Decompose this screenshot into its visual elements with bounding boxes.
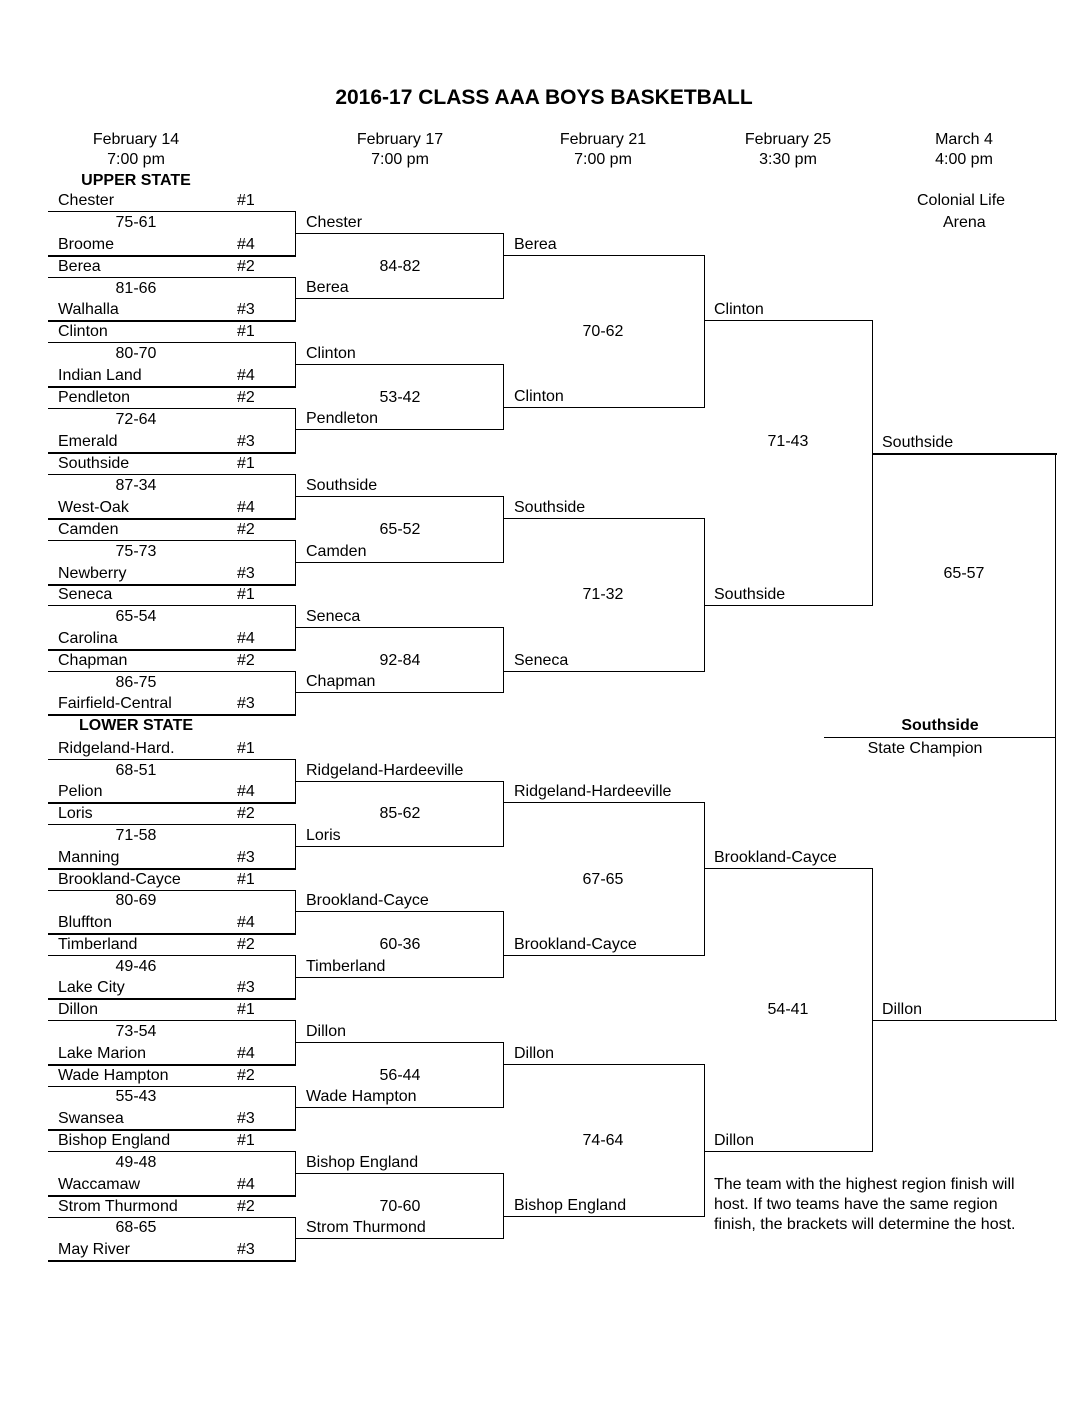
round1-team: Newberry [58,565,127,582]
bracket-line [48,255,296,257]
bracket-line [48,408,296,409]
bracket-title: 2016-17 CLASS AAA BOYS BASKETBALL [335,86,753,109]
bracket-line [48,452,296,454]
round1-seed: #1 [237,455,255,472]
round1-seed: #1 [237,586,255,603]
bracket-line [504,955,705,956]
champion-label: State Champion [867,740,983,757]
round1-team: Camden [58,521,119,538]
round1-team: Timberland [58,936,138,953]
round1-team: Lake Marion [58,1045,147,1062]
round2-team: Loris [306,827,341,844]
round3-team: Ridgeland-Hardeeville [514,783,672,800]
round-date: March 4 [935,131,993,148]
bracket-line [296,1238,504,1239]
bracket-line [704,1064,705,1217]
round1-team: Loris [58,805,93,822]
round3-score: 71-32 [582,586,624,603]
round4-team: Dillon [714,1132,755,1149]
round4-team: Brookland-Cayce [714,849,837,866]
bracket-line [48,1064,296,1066]
final-score: 65-57 [943,565,985,582]
champion-name: Southside [901,717,979,734]
bracket-line [296,692,504,693]
round1-team: Lake City [58,979,125,996]
bracket-line [48,1217,296,1218]
bracket-line [295,890,296,934]
round1-team: Berea [58,258,101,275]
round1-team: Wade Hampton [58,1067,169,1084]
round1-team: Brookland-Cayce [58,871,181,888]
round1-seed: #3 [237,433,255,450]
bracket-line [296,1107,504,1108]
bracket-line [48,933,296,935]
round-time: 7:00 pm [574,151,632,168]
bracket-line [872,868,873,1152]
round1-score: 87-34 [115,477,157,494]
bracket-line [503,911,504,978]
round-date: February 25 [744,131,832,148]
round1-seed: #1 [237,192,255,209]
round1-team: Swansea [58,1110,124,1127]
round1-seed: #3 [237,979,255,996]
round2-team: Dillon [306,1023,347,1040]
round2-score: 60-36 [379,936,421,953]
bracket-line [503,233,504,299]
bracket-line [503,496,504,563]
bracket-line [296,298,504,299]
bracket-line [48,277,296,278]
round1-team: Seneca [58,586,113,603]
round2-team: Bishop England [306,1154,419,1171]
round1-seed: #2 [237,805,255,822]
round1-score: 80-70 [115,345,157,362]
round1-team: Clinton [58,323,108,340]
bracket-line [503,781,504,847]
round1-seed: #4 [237,367,255,384]
bracket-line [873,1020,1057,1021]
round3-team: Clinton [514,388,564,405]
round1-team: Indian Land [58,367,142,384]
round1-team: Fairfield-Central [58,695,172,712]
round2-team: Chapman [306,673,376,690]
bracket-line [48,649,296,651]
bracket-line [48,342,296,343]
champion-line [824,737,1056,738]
host-note-line: finish, the brackets will determine the host. [714,1216,1016,1233]
round2-team: Camden [306,543,367,560]
round1-seed: #1 [237,1001,255,1018]
round1-team: Strom Thurmond [58,1198,178,1215]
round1-score: 73-54 [115,1023,157,1040]
round1-team: Waccamaw [58,1176,141,1193]
bracket-line [704,255,705,408]
round-time: 7:00 pm [107,151,165,168]
round1-score: 71-58 [115,827,157,844]
round1-seed: #3 [237,565,255,582]
round1-score: 49-48 [115,1154,157,1171]
bracket-line [503,364,504,430]
bracket-line [48,1086,296,1087]
round1-seed: #1 [237,740,255,757]
host-note [714,1175,1059,1235]
round2-score: 65-52 [379,521,421,538]
round1-seed: #2 [237,521,255,538]
round2-team: Wade Hampton [306,1088,417,1105]
bracket-line [48,1195,296,1197]
round1-seed: #2 [237,1067,255,1084]
round1-score: 49-46 [115,958,157,975]
round2-team: Brookland-Cayce [306,892,429,909]
round1-team: West-Oak [58,499,129,516]
bracket-line [503,1042,504,1108]
round4-team: Southside [714,586,786,603]
round1-score: 75-73 [115,543,157,560]
bracket-line [705,1151,873,1152]
round2-team: Seneca [306,608,361,625]
bracket-line [705,320,873,321]
round1-score: 68-65 [115,1219,157,1236]
round1-team: Southside [58,455,130,472]
bracket-line [296,562,504,563]
round3-team: Berea [514,236,557,253]
host-note-line: host. If two teams have the same region [714,1196,998,1213]
round1-team: Manning [58,849,120,866]
bracket-line [48,540,296,541]
bracket-line [48,1020,296,1021]
bracket-line [504,1064,705,1065]
bracket-line [295,408,296,453]
round1-score: 86-75 [115,674,157,691]
round1-score: 68-51 [115,762,157,779]
bracket-line [296,1042,504,1043]
round1-score: 72-64 [115,411,157,428]
bracket-line [873,453,1057,455]
bracket-line [48,868,296,870]
bracket-line [48,1151,296,1152]
round1-seed: #4 [237,914,255,931]
round3-score: 74-64 [582,1132,624,1149]
round1-team: Bishop England [58,1132,171,1149]
round1-seed: #3 [237,1110,255,1127]
round2-team: Southside [306,477,378,494]
final-team: Southside [882,434,954,451]
round-time: 4:00 pm [935,151,993,168]
bracket-line [48,474,296,475]
round2-team: Clinton [306,345,356,362]
bracket-line [295,277,296,321]
round1-team: Dillon [58,1001,99,1018]
round1-team: Pendleton [58,389,131,406]
round2-team: Berea [306,279,349,296]
round2-team: Timberland [306,958,386,975]
round1-seed: #2 [237,389,255,406]
bracket-line [48,955,296,956]
round3-score: 67-65 [582,871,624,888]
round4-team: Clinton [714,301,764,318]
round2-team: Chester [306,214,363,231]
bracket-line [48,824,296,825]
bracket-line [705,868,873,869]
round-date: February 17 [356,131,444,148]
round4-score: 54-41 [767,1001,809,1018]
bracket-line [296,911,504,912]
section-upper-state: UPPER STATE [81,172,191,189]
round1-seed: #3 [237,695,255,712]
round1-score: 75-61 [115,214,157,231]
bracket-line [872,320,873,606]
round1-seed: #2 [237,936,255,953]
bracket-line [295,671,296,715]
host-note-line: The team with the highest region finish will [714,1176,1015,1193]
round2-score: 70-60 [379,1198,421,1215]
bracket-line [296,1173,504,1174]
bracket-line [504,802,705,803]
bracket-line [504,255,705,256]
venue-line-2: Arena [943,214,986,231]
bracket-line [504,518,705,519]
round1-seed: #2 [237,652,255,669]
round1-seed: #4 [237,630,255,647]
round2-score: 85-62 [379,805,421,822]
round3-team: Seneca [514,652,569,669]
bracket-line [504,407,705,408]
bracket-line [296,627,504,628]
round1-seed: #2 [237,1198,255,1215]
round4-score: 71-43 [767,433,809,450]
venue-line-1: Colonial Life [917,192,1006,209]
round1-seed: #4 [237,783,255,800]
round2-score: 56-44 [379,1067,421,1084]
bracket-line [704,518,705,672]
bracket-line [48,890,296,891]
bracket-line [296,846,504,847]
round1-seed: #4 [237,1176,255,1193]
round-date: February 21 [559,131,647,148]
bracket-line [48,802,296,804]
round1-team: Walhalla [58,301,119,318]
round1-seed: #4 [237,1045,255,1062]
round2-team: Strom Thurmond [306,1219,426,1236]
bracket-line [48,584,296,586]
bracket-line [296,364,504,365]
bracket-line [48,518,296,520]
round1-seed: #4 [237,236,255,253]
round1-seed: #1 [237,323,255,340]
bracket-line [705,605,873,606]
round1-seed: #4 [237,499,255,516]
bracket-line [48,759,296,760]
bracket-line [48,998,296,1000]
bracket-line [295,1217,296,1261]
bracket-line [48,605,296,606]
round1-team: Bluffton [58,914,112,931]
round1-team: May River [58,1241,131,1258]
bracket-line [48,320,296,322]
bracket-line [48,1129,296,1131]
round1-score: 55-43 [115,1088,157,1105]
round3-team: Bishop England [514,1197,627,1214]
round3-team: Southside [514,499,586,516]
round1-team: Ridgeland-Hard. [58,740,175,757]
bracket-line [503,1173,504,1239]
round3-team: Brookland-Cayce [514,936,637,953]
round1-team: Emerald [58,433,118,450]
round2-score: 84-82 [379,258,421,275]
round1-score: 81-66 [115,280,157,297]
bracket-line [48,386,296,388]
round1-seed: #3 [237,1241,255,1258]
round2-team: Pendleton [306,410,379,427]
bracket-line [48,671,296,672]
round-date: February 14 [92,131,180,148]
bracket-line [504,1216,705,1217]
round1-team: Chapman [58,652,128,669]
bracket-line [295,1086,296,1130]
bracket-line [296,429,504,430]
section-lower-state: LOWER STATE [78,717,194,734]
round3-score: 70-62 [582,323,624,340]
round1-team: Broome [58,236,115,253]
round3-team: Dillon [514,1045,555,1062]
round1-team: Pelion [58,783,103,800]
round2-score: 53-42 [379,389,421,406]
round1-seed: #1 [237,871,255,888]
final-team: Dillon [882,1001,923,1018]
bracket-line [48,1260,296,1262]
bracket-line [504,671,705,672]
bracket-line [704,802,705,956]
bracket-line [48,211,296,212]
round-time: 3:30 pm [759,151,817,168]
bracket-line [503,627,504,693]
round-time: 7:00 pm [371,151,429,168]
round1-seed: #3 [237,301,255,318]
round1-seed: #2 [237,258,255,275]
round1-team: Chester [58,192,115,209]
bracket-line [296,977,504,978]
round1-score: 80-69 [115,892,157,909]
round2-team: Ridgeland-Hardeeville [306,762,464,779]
round1-score: 65-54 [115,608,157,625]
bracket-line [296,233,504,234]
bracket-line [296,496,504,497]
bracket-line [296,781,504,782]
round1-team: Carolina [58,630,118,647]
round1-seed: #3 [237,849,255,866]
round2-score: 92-84 [379,652,421,669]
round1-seed: #1 [237,1132,255,1149]
